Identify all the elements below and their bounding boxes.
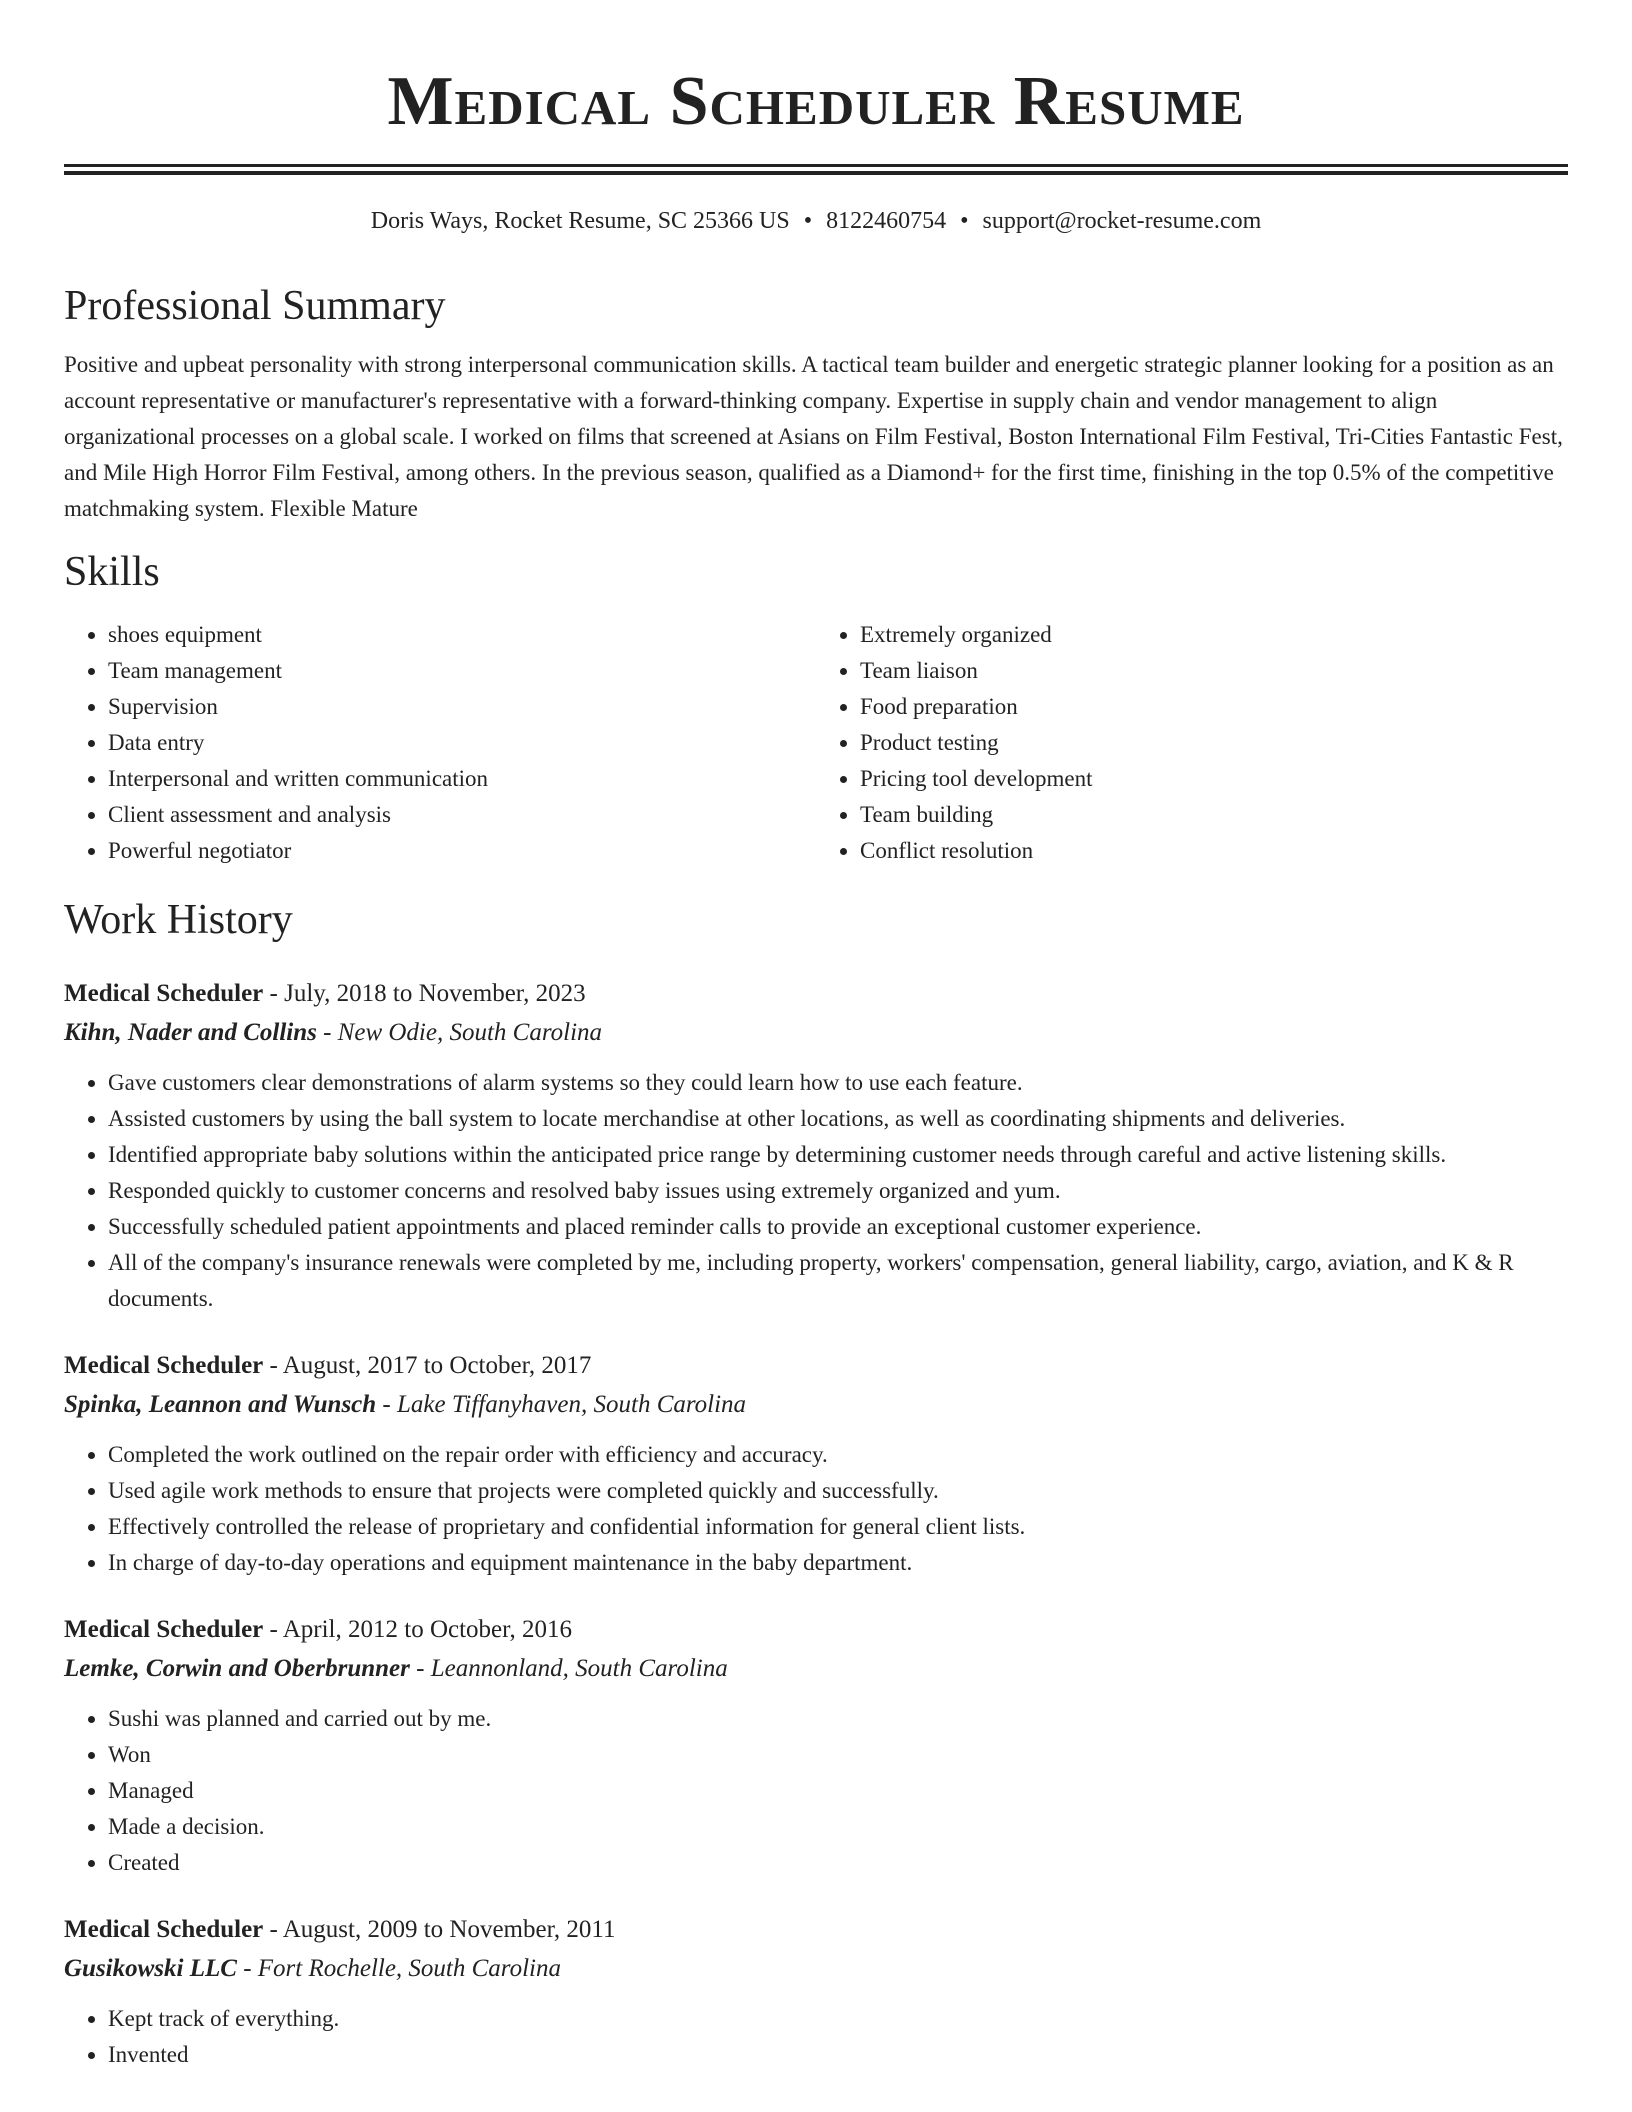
job-bullet: • Completed the work outlined on the repair order with efficiency and accuracy. <box>108 1437 1568 1473</box>
skill-item: • Team liaison <box>860 653 1568 689</box>
resume-page <box>64 0 1568 2073</box>
job-header <box>64 1911 1568 1949</box>
skill-item: • Team building <box>860 797 1568 833</box>
job-bullet: • Used agile work methods to ensure that projects were completed quickly and successfully. <box>108 1473 1568 1509</box>
skill-item: • Interpersonal and written communication <box>108 761 816 797</box>
job-employer <box>64 1949 1568 1989</box>
job-bullet: • Made a decision. <box>108 1809 1568 1845</box>
contact-phone: 8122460754 <box>826 208 947 234</box>
company-name: Gusikowski LLC <box>64 1955 237 1982</box>
job-bullet: • Assisted customers by using the ball system to locate merchandise at other locations, as well as coordinating shipments and deliveries. <box>108 1101 1568 1137</box>
job-dates: - April, 2012 to October, 2016 <box>263 1616 572 1643</box>
job-header <box>64 1611 1568 1649</box>
skills-heading: Skills <box>64 549 160 595</box>
summary-heading: Professional Summary <box>64 283 446 329</box>
job-bullets <box>64 2001 1568 2073</box>
skill-item: • Powerful negotiator <box>108 833 816 869</box>
job-title: Medical Scheduler <box>64 1352 264 1379</box>
company-name: Spinka, Leannon and Wunsch <box>64 1391 377 1418</box>
job-bullet: • Managed <box>108 1773 1568 1809</box>
work-history-heading: Work History <box>64 897 293 943</box>
contact-email: support@rocket-resume.com <box>982 208 1262 234</box>
resume-title: Medical Scheduler Resume <box>387 63 1245 140</box>
skill-item: • Supervision <box>108 689 816 725</box>
job-entry <box>64 1347 1568 1581</box>
job-bullet: • Effectively controlled the release of proprietary and confidential information for general client lists. <box>108 1509 1568 1545</box>
job-bullet: • Sushi was planned and carried out by me. <box>108 1701 1568 1737</box>
skill-item: • Client assessment and analysis <box>108 797 816 833</box>
contact-line <box>64 205 1568 237</box>
skill-item: • Team management <box>108 653 816 689</box>
summary-text: Positive and upbeat personality with strong interpersonal communication skills. A tactical team builder and energetic strategic planner looking for a position as an account representative or manufacturer's representative with a forward-thinking company. Expertise in supply chain and vendor management to align organizational processes on a global scale. I worked on films that screened at Asians on Film Festival, Boston International Film Festival, Tri-Cities Fantastic Fest, and Mile High Horror Film Festival, among others. In the previous season, qualified as a Diamond+ for the first time, finishing in the top 0.5% of the competitive matchmaking system. Flexible Mature <box>64 352 1563 521</box>
job-bullet: • All of the company's insurance renewals were completed by me, including property, workers' compensation, general liability, cargo, aviation, and K & R documents. <box>108 1245 1568 1317</box>
job-dates: - August, 2009 to November, 2011 <box>263 1916 616 1943</box>
job-bullets <box>64 1065 1568 1317</box>
job-header <box>64 975 1568 1013</box>
job-bullet: • Successfully scheduled patient appointments and placed reminder calls to provide an exceptional customer experience. <box>108 1209 1568 1245</box>
job-header <box>64 1347 1568 1385</box>
job-entry <box>64 1611 1568 1881</box>
job-bullets <box>64 1437 1568 1581</box>
job-bullet: • Kept track of everything. <box>108 2001 1568 2037</box>
job-entry <box>64 975 1568 1317</box>
job-entry <box>64 1911 1568 2073</box>
job-bullet: • Identified appropriate baby solutions within the anticipated price range by determining customer needs through careful and active listening skills. <box>108 1137 1568 1173</box>
contact-separator: • <box>960 208 969 234</box>
company-location: - Leannonland, South Carolina <box>409 1655 728 1682</box>
job-bullet: • In charge of day-to-day operations and equipment maintenance in the baby department. <box>108 1545 1568 1581</box>
skill-item: • Conflict resolution <box>860 833 1568 869</box>
skills-list-right <box>816 617 1568 869</box>
company-name: Lemke, Corwin and Oberbrunner <box>64 1655 410 1682</box>
skill-item: • Extremely organized <box>860 617 1568 653</box>
company-location: - Lake Tiffanyhaven, South Carolina <box>376 1391 747 1418</box>
contact-separator: • <box>803 208 813 234</box>
skill-item: • Product testing <box>860 725 1568 761</box>
skills-list-left <box>64 617 816 869</box>
company-name: Kihn, Nader and Collins <box>64 1019 317 1046</box>
job-bullet: • Won <box>108 1737 1568 1773</box>
job-employer <box>64 1013 1568 1053</box>
job-bullet: • Gave customers clear demonstrations of alarm systems so they could learn how to use each feature. <box>108 1065 1568 1101</box>
company-location: - Fort Rochelle, South Carolina <box>236 1955 561 1982</box>
job-title: Medical Scheduler <box>64 1616 264 1643</box>
job-bullet: • Responded quickly to customer concerns and resolved baby issues using extremely organized and yum. <box>108 1173 1568 1209</box>
title-divider <box>64 164 1568 167</box>
job-title: Medical Scheduler <box>64 1916 264 1943</box>
skill-item: • Pricing tool development <box>860 761 1568 797</box>
job-title: Medical Scheduler <box>64 980 264 1007</box>
skill-item: • shoes equipment <box>108 617 816 653</box>
job-bullet: • Invented <box>108 2037 1568 2073</box>
skills-columns <box>64 617 1568 869</box>
job-dates: - August, 2017 to October, 2017 <box>263 1352 592 1379</box>
skill-item: • Data entry <box>108 725 816 761</box>
job-employer <box>64 1649 1568 1689</box>
job-dates: - July, 2018 to November, 2023 <box>263 980 586 1007</box>
skill-item: • Food preparation <box>860 689 1568 725</box>
job-bullets <box>64 1701 1568 1881</box>
job-bullet: • Created <box>108 1845 1568 1881</box>
company-location: - New Odie, South Carolina <box>316 1019 603 1046</box>
job-employer <box>64 1385 1568 1425</box>
contact-address: Doris Ways, Rocket Resume, SC 25366 US <box>370 208 790 234</box>
